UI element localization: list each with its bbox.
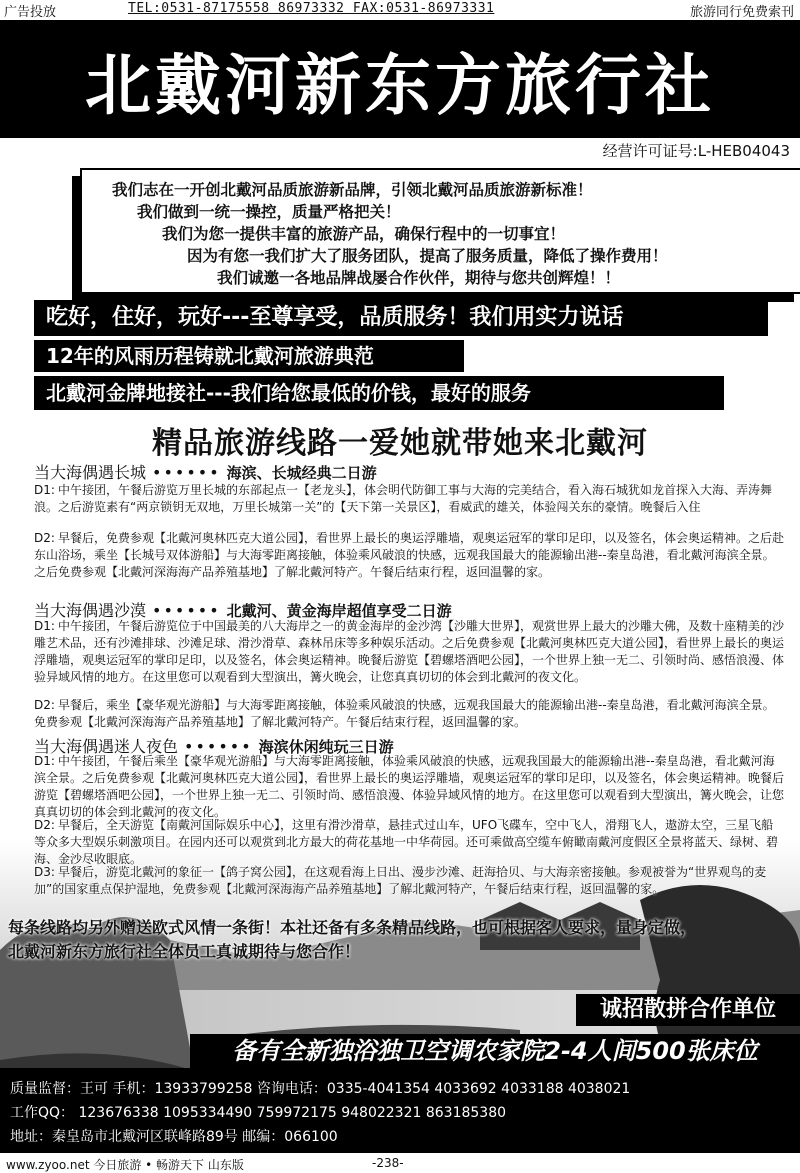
agency-title: 北戴河新东方旅行社 — [0, 20, 800, 138]
day-text: 早餐后，免费参观【北戴河奥林匹克大道公园】，看世界上最长的奥运浮雕墙，观奥运冠军的掌印足印，以及签名，体会奥运精神。之后赴东山浴场，乘坐【长城号双体游船】与大海零距离接触，体验乘风破浪的快感，远观我国最大的能源输出港--秦皇岛港，看北戴河海滨全景。之后免费参观【北戴河深海海产品养殖基地】了解北戴河特产。午餐后结束行程，返回温馨的家。 — [34, 531, 785, 579]
headline: 精品旅游线路一爱她就带她来北戴河 — [152, 426, 648, 461]
footer-site: www.zyoo.net 今日旅游 • 畅游天下 山东版 — [6, 1158, 244, 1172]
day-text: 中午接团，午餐后游览位于中国最美的八大海岸之一的黄金海岸的金沙湾【沙雕大世界】，观赏世界上最大的沙雕大佛，及数十座精美的沙雕艺术品，还有沙滩排球、沙滩足球、滑沙滑草、森林吊床等多种娱乐活动。之后免费参观【北戴河奥林匹克大道公园】，看世界上最长的奥运浮雕墙，观奥运冠军的掌印足印，以及签名，体会奥运精神。晚餐后游览【碧螺塔酒吧公园】，一个世界上独一无二、引领时尚、感悟浪漫、体验异域风情的地方。在这里您可以观看到大型演出，篝火晚会，让您真真切切的体会到北戴河的夜文化。 — [34, 619, 785, 684]
motto-line: 我们诚邀一各地品牌战屡合作伙伴，期待与您共创辉煌！！ — [217, 269, 621, 287]
free-catalog-label: 旅游同行免费索刊 — [689, 5, 794, 20]
day-label: D1: — [34, 754, 55, 768]
route-name: 当大海偶遇长城 — [34, 463, 147, 482]
day-text: 早餐后，游览北戴河的象征一【鸽子窝公园】，在这观看海上日出、漫步沙滩、赶海拾贝、与大海亲密接触。参观被誉为“世界观鸟的麦加”的国家重点保护湿地，免费参观【北戴河深海海产品养殖基地】了解北戴河特产，午餐后结束行程，返回温馨的家。 — [34, 865, 767, 896]
beds-banner: 备有全新独浴独卫空调农家院2-4人间500张床位 — [190, 1034, 800, 1068]
contact-line: TEL:0531-87175558 86973332 FAX:0531-86973331 — [128, 1, 495, 16]
day-label: D1: — [34, 619, 55, 633]
contact-line: 地址：秦皇岛市北戴河区联峰路89号 邮编：066100 — [10, 1129, 338, 1145]
page-number: -238- — [372, 1156, 404, 1170]
day-label: D2: — [34, 818, 55, 832]
footer — [0, 1152, 800, 1173]
itinerary-day — [34, 753, 784, 821]
day-text: 中午接团，午餐后乘坐【豪华观光游船】与大海零距离接触，体验乘风破浪的快感，远观我国最大的能源输出港--秦皇岛港，看北戴河海滨全景。之后免费参观【北戴河奥林匹克大道公园】，看世界上最长的奥运浮雕墙，观奥运冠军的掌印足印，以及签名，体会奥运精神。晚餐后游览【碧螺塔酒吧公园】，一个世界上独一无二、引领时尚、感悟浪漫、体验异域风情的地方。在这里您可以观看到大型演出，篝火晚会，让您真真切切的体会到北戴河的夜文化。 — [34, 754, 785, 819]
day-label: D2: — [34, 531, 55, 545]
day-text: 早餐后，全天游览【南戴河国际娱乐中心】，这里有滑沙滑草，悬挂式过山车，UFO飞碟车，空中飞人，滑翔飞人，遨游太空，三星飞船等众多大型娱乐刺激项目。在园内还可以观赏到北方最大的荷花基地一中华荷园。还可乘做高空缆车俯瞰南戴河度假区全景将蓝天、绿树、碧海、金沙尽收眼底。 — [34, 818, 779, 866]
day-label: D3: — [34, 865, 55, 879]
closing-line: 北戴河新东方旅行社全体员工真诚期待与您合作！ — [8, 942, 361, 961]
day-label: D1: — [34, 483, 55, 497]
slogan-bar: 北戴河金牌地接社---我们给您最低的价钱，最好的服务 — [34, 376, 724, 410]
slogan-bar: 12年的风雨历程铸就北戴河旅游典范 — [34, 340, 464, 372]
motto-line: 我们为您一提供丰富的旅游产品，确保行程中的一切事宜！ — [162, 225, 566, 243]
motto-box — [80, 168, 800, 294]
motto-line: 我们志在一开创北戴河品质旅游新品牌，引领北戴河品质旅游新标准！ — [112, 181, 593, 199]
contact-line: 质量监督：王可 手机：13933799258 咨询电话：0335-4041354 4033692 4033188 4038021 — [10, 1081, 631, 1097]
motto-line: 我们做到一统一操控，质量严格把关！ — [137, 203, 401, 221]
motto-line: 因为有您一我们扩大了服务团队，提高了服务质量，降低了操作费用！ — [187, 247, 668, 265]
closing-line: 每条线路均另外赠送欧式风情一条街！本社还备有多条精品线路，也可根据客人要求，量身定做， — [8, 918, 697, 937]
route-dots: •••••• — [152, 601, 221, 620]
day-text: 中午接团，午餐后游览万里长城的东部起点一【老龙头】，体会明代防御工事与大海的完美结合，看入海石城犹如龙首探入大海、弄涛舞浪。之后游览素有“两京锁钥无双地，万里长城第一关”的【天下第一关景区】，看威武的雄关，体验闯关东的豪情。晚餐后入住 — [34, 483, 773, 514]
itinerary-day — [34, 817, 784, 868]
recruit-banner: 诚招散拼合作单位 — [576, 994, 800, 1026]
route-subtitle: 北戴河、黄金海岸超值享受二日游 — [226, 602, 452, 620]
route-subtitle: 海滨休闲纯玩三日游 — [258, 738, 394, 756]
route-subtitle: 海滨、长城经典二日游 — [226, 464, 377, 482]
itinerary-day — [34, 530, 784, 581]
itinerary-day — [34, 482, 784, 516]
itinerary-day — [34, 697, 784, 731]
day-label: D2: — [34, 698, 55, 712]
contact-line: 工作QQ： 123676338 1095334490 759972175 948022321 863185380 — [10, 1105, 507, 1121]
closing-note — [8, 916, 798, 964]
slogan-bar: 吃好，住好，玩好---至尊享受，品质服务！我们用实力说话 — [34, 300, 768, 336]
route-title — [34, 460, 377, 483]
route-name: 当大海偶遇迷人夜色 — [34, 737, 179, 756]
top-bar — [0, 0, 800, 21]
ad-label: 广告投放 — [4, 5, 57, 20]
route-name: 当大海偶遇沙漠 — [34, 601, 147, 620]
day-text: 早餐后，乘坐【豪华观光游船】与大海零距离接触，体验乘风破浪的快感，远观我国最大的能源输出港--秦皇岛港，看北戴河海滨全景。免费参观【北戴河深海海产品养殖基地】了解北戴河特产。午餐后结束行程，返回温馨的家。 — [34, 698, 775, 729]
itinerary-day — [34, 864, 784, 898]
route-dots: •••••• — [184, 737, 253, 756]
license-number: 经营许可证号:L-HEB04043 — [602, 142, 790, 160]
route-dots: •••••• — [152, 463, 221, 482]
itinerary-day — [34, 618, 784, 686]
contact-block — [0, 1068, 800, 1152]
